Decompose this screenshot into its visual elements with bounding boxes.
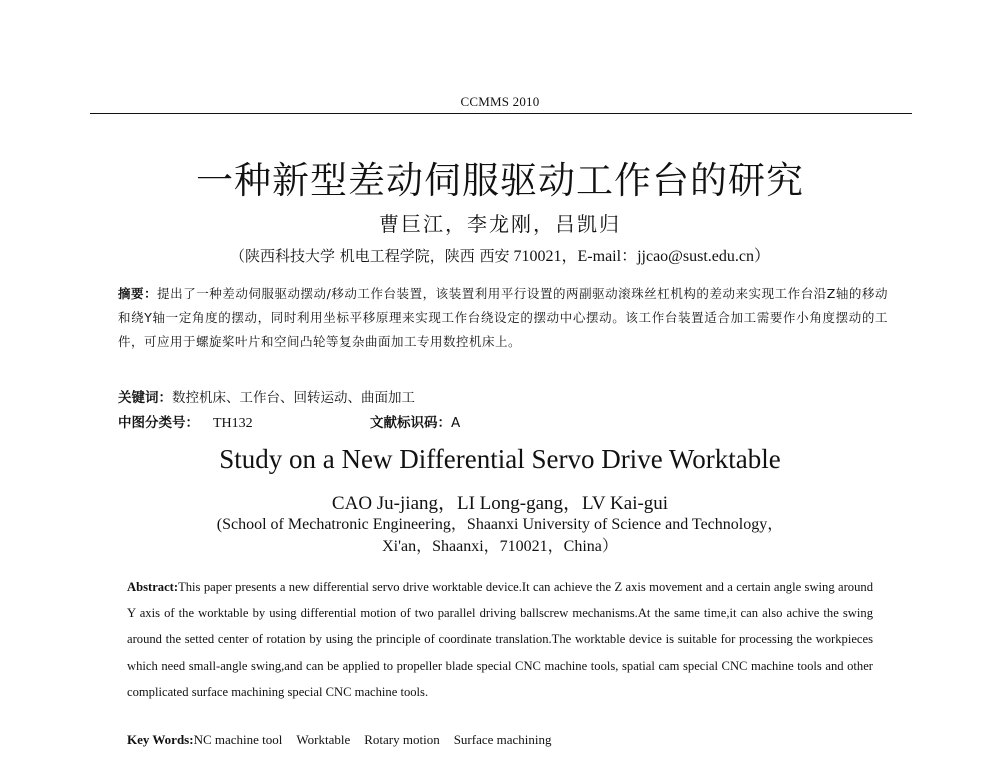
english-keyword: Rotary motion	[364, 732, 440, 747]
document-code-label: 文献标识码：	[370, 415, 451, 431]
classification-label: 中图分类号：	[118, 415, 199, 431]
chinese-keywords-text: 数控机床、工作台、回转运动、曲面加工	[172, 390, 415, 406]
document-code-value: A	[451, 415, 461, 431]
chinese-keywords-label: 关键词：	[118, 390, 172, 406]
chinese-title: 一种新型差动伺服驱动工作台的研究	[196, 159, 804, 202]
chinese-authors: 曹巨江，李龙刚，吕凯归	[379, 212, 621, 236]
chinese-affiliation	[0, 243, 1000, 266]
chinese-keywords	[118, 386, 415, 406]
english-affiliation	[0, 514, 1000, 558]
classification-value: TH132	[213, 416, 253, 431]
chinese-affiliation-text: （陕西科技大学 机电工程学院，陕西 西安	[229, 247, 510, 265]
header-rule	[90, 113, 912, 114]
document-code	[370, 411, 460, 431]
english-keywords	[127, 732, 566, 748]
english-affiliation-line2: Xi'an，Shaanxi，710021，China）	[382, 538, 618, 555]
running-head: CCMMS 2010	[460, 94, 540, 109]
english-authors: CAO Ju-jiang，LI Long-gang，LV Kai-gui	[331, 493, 669, 514]
english-keyword: Surface machining	[453, 732, 552, 747]
english-keywords-label: Key Words:	[127, 732, 194, 747]
english-keyword: NC machine tool	[193, 732, 283, 747]
english-abstract	[127, 574, 873, 705]
english-title: Study on a New Differential Servo Drive Worktable	[219, 444, 781, 474]
english-abstract-text: This paper presents a new differential servo drive worktable device.It can achieve the Z axis movement and a certain angle swing around Y axis of the worktable by using differential motion of two parallel driving ballscrew mechanisms.At the same time,it can also achive the swing around the setted center of rotation by using the principle of coordinate translation.The worktable device is suitable for processing the workpieces which need small-angle swing,and can be applied to propeller blade special CNC machine tools, spatial cam special CNC machine tools and other complicated surface machining special CNC machine tools.	[127, 580, 873, 699]
chinese-abstract-text: 提出了一种差动伺服驱动摆动/移动工作台装置，该装置利用平行设置的两副驱动滚珠丝杠机构的差动来实现工作台沿Z轴的移动和绕Y轴一定角度的摆动，同时利用坐标平移原理来实现工作台绕设定的摆动中心摆动。该工作台装置适合加工需要作小角度摆动的工件，可应用于螺旋桨叶片和空间凸轮等复杂曲面加工专用数控机床上。	[118, 286, 888, 349]
english-affiliation-line1: (School of Mechatronic Engineering，Shaanxi University of Science and Technology，	[216, 516, 784, 533]
classification-line	[118, 411, 618, 432]
chinese-affiliation-postcode-email: 710021，E-mail：jjcao@sust.edu.cn）	[513, 248, 771, 265]
chinese-abstract-label: 摘要：	[118, 286, 158, 301]
english-abstract-label: Abstract:	[127, 580, 179, 594]
english-keyword: Worktable	[296, 732, 351, 747]
chinese-abstract	[118, 282, 888, 354]
